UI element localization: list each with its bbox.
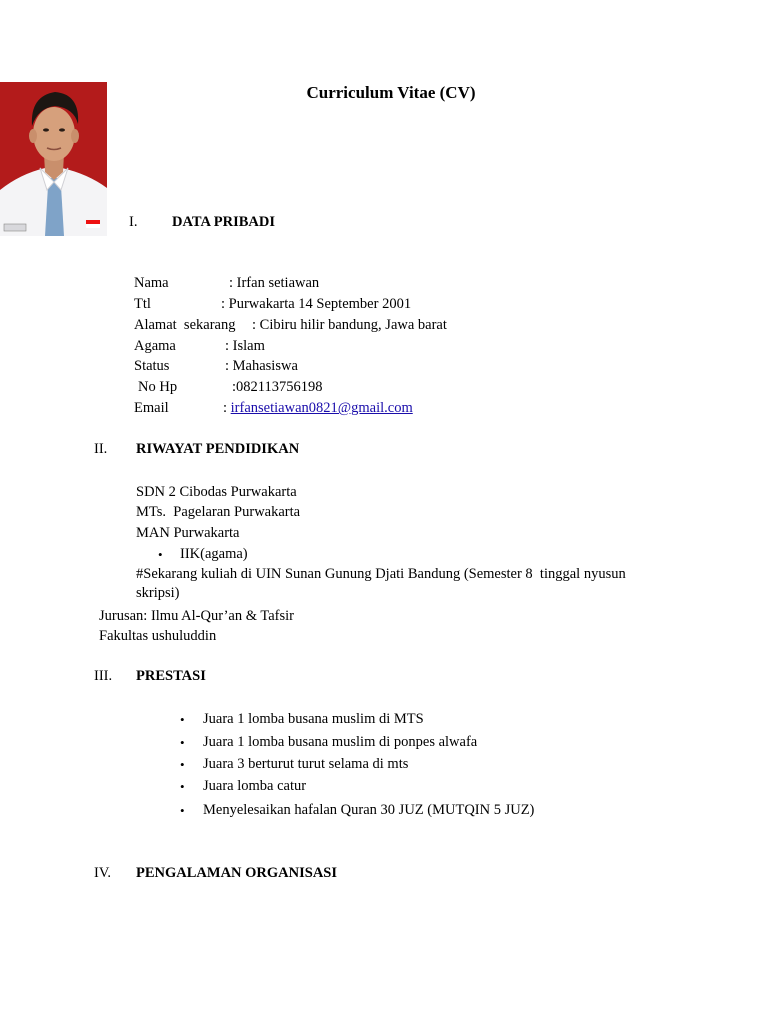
achievement-item: Juara 1 lomba busana muslim di ponpes alwafa [203, 734, 478, 750]
field-value-nama: : Irfan setiawan [229, 275, 320, 291]
section-title-riwayat-pendidikan: RIWAYAT PENDIDIKAN [136, 441, 300, 457]
section-number-4: IV. [94, 865, 112, 881]
email-link[interactable]: irfansetiawan0821@gmail.com [230, 400, 413, 416]
achievement-item: Juara 3 berturut turut selama di mts [203, 756, 409, 772]
bullet-icon: • [180, 757, 185, 772]
bullet-icon: • [180, 735, 185, 750]
education-current-line-2: skripsi) [136, 585, 180, 601]
field-label-email: Email [134, 400, 169, 416]
profile-photo [0, 82, 107, 236]
education-item: MTs. Pagelaran Purwakarta [136, 504, 301, 520]
document-title: Curriculum Vitae (CV) [306, 83, 476, 102]
achievement-item: Menyelesaikan hafalan Quran 30 JUZ (MUTQIN 5 JUZ) [203, 802, 535, 818]
field-label-ttl: Ttl [134, 296, 151, 312]
section-number-2: II. [94, 441, 108, 457]
field-label-status: Status [134, 358, 170, 374]
education-bullet-item: IIK(agama) [180, 546, 248, 562]
field-label-no-hp: No Hp [138, 379, 178, 395]
achievement-item: Juara 1 lomba busana muslim di MTS [203, 711, 424, 727]
section-title-prestasi: PRESTASI [136, 668, 206, 684]
achievement-item: Juara lomba catur [203, 778, 307, 794]
section-number-1: I. [129, 214, 138, 230]
field-label-alamat: Alamat sekarang [134, 317, 236, 333]
education-jurusan: Jurusan: Ilmu Al-Qur’an & Tafsir [99, 608, 294, 624]
field-value-agama: : Islam [225, 338, 265, 354]
bullet-icon: • [180, 779, 185, 794]
field-value-ttl: : Purwakarta 14 September 2001 [221, 296, 412, 312]
field-value-no-hp: :082113756198 [232, 379, 323, 395]
education-current-line: #Sekarang kuliah di UIN Sunan Gunung Djati Bandung (Semester 8 tinggal nyusun [136, 566, 626, 582]
bullet-icon: • [180, 712, 185, 727]
bullet-icon: • [158, 547, 163, 562]
field-label-nama: Nama [134, 275, 169, 291]
email-colon: : [223, 400, 228, 416]
education-item: MAN Purwakarta [136, 525, 240, 541]
field-label-agama: Agama [134, 338, 176, 354]
field-value-alamat: : Cibiru hilir bandung, Jawa barat [252, 317, 447, 333]
section-title-data-pribadi: DATA PRIBADI [172, 214, 275, 230]
bullet-icon: • [180, 803, 185, 818]
section-title-pengalaman-organisasi: PENGALAMAN ORGANISASI [136, 865, 338, 881]
field-value-status: : Mahasiswa [225, 358, 298, 374]
section-number-3: III. [94, 668, 113, 684]
field-value-email [223, 400, 413, 417]
education-item: SDN 2 Cibodas Purwakarta [136, 484, 297, 500]
education-fakultas: Fakultas ushuluddin [99, 628, 217, 644]
